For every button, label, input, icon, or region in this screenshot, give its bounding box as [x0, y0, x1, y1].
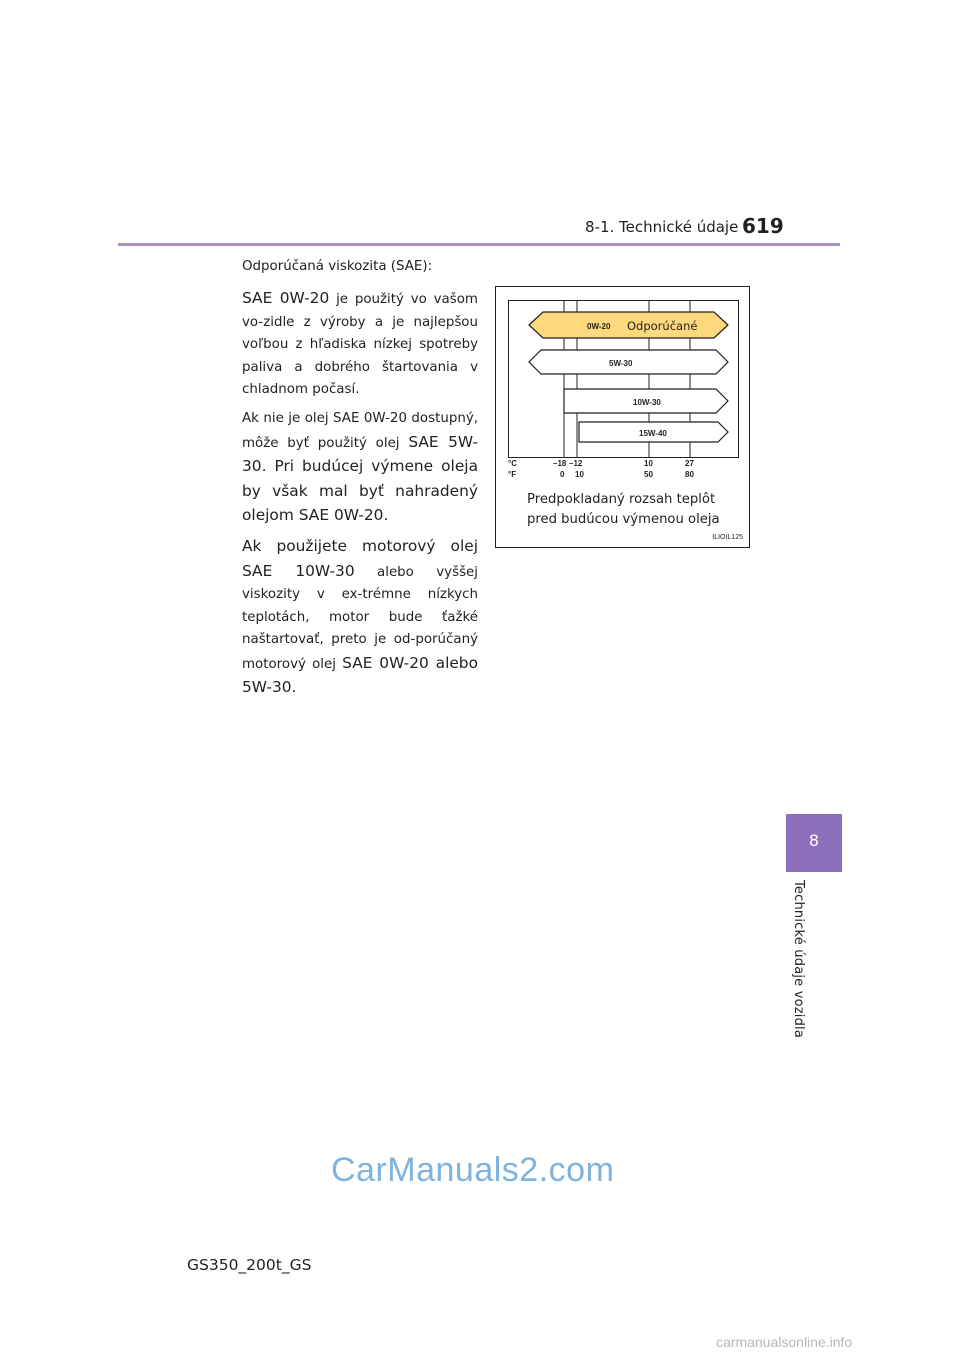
fahrenheit-unit: °F	[508, 470, 517, 479]
figure-caption: Predpokladaný rozsah teplôt pred budúcou výmenou oleja	[527, 492, 720, 527]
watermark-logo: CarManuals2.com	[331, 1151, 615, 1189]
viscosity-chart	[508, 300, 739, 458]
bar-label-10w30: 10W-30	[633, 398, 661, 407]
chapter-tab[interactable]	[786, 814, 842, 872]
body-text	[242, 256, 478, 707]
header-divider	[118, 243, 840, 246]
figure-id: ILIOIL125	[712, 534, 743, 541]
bar-label-15w40: 15W-40	[639, 429, 667, 438]
celsius-tick-4: 27	[685, 459, 694, 468]
section-title: 8-1. Technické údaje	[585, 218, 739, 236]
celsius-unit: °C	[508, 459, 517, 468]
paragraph-3: Ak použijete motorový olej SAE 10W-30 alebo vyššej viskozity v ex-trémne nízkych teplotách, motor bude ťažké naštartovať, preto je od-porúčaný motorový olej SAE 0W-20 alebo 5W-30.	[242, 537, 479, 696]
site-watermark: carmanualsonline.info	[716, 1334, 853, 1350]
viscosity-figure	[495, 286, 750, 548]
fahrenheit-tick-3: 50	[644, 470, 653, 479]
fahrenheit-tick-1: 0	[560, 470, 565, 479]
celsius-tick-2: –12	[569, 459, 583, 468]
footer-model: GS350_200t_GS	[187, 1256, 312, 1274]
celsius-tick-1: –18	[553, 459, 567, 468]
viscosity-chart-graphic	[509, 301, 738, 457]
bar-label-5w30: 5W-30	[609, 359, 633, 368]
paragraph-1: SAE 0W-20 je použitý vo vašom vo-zidle z výroby a je najlepšou voľbou z hľadiska nízkej spotreby paliva a dobrého štartovania v chladnom počasí.	[242, 289, 478, 398]
celsius-tick-3: 10	[644, 459, 653, 468]
paragraph-2: Ak nie je olej SAE 0W-20 dostupný, môže byť použitý olej SAE 5W-30. Pri budúcej výmene oleja by však mal byť nahradený olejom SAE 0W-20.	[242, 411, 479, 525]
chapter-label: Technické údaje vozidla	[791, 880, 806, 1039]
fahrenheit-tick-2: 10	[575, 470, 584, 479]
page-number: 619	[742, 214, 784, 238]
viscosity-heading: Odporúčaná viskozita (SAE):	[242, 259, 433, 274]
chapter-number: 8	[808, 831, 820, 850]
fahrenheit-tick-4: 80	[685, 470, 694, 479]
recommended-label: Odporúčané	[627, 319, 698, 333]
bar-label-0w20: 0W-20	[587, 322, 611, 331]
